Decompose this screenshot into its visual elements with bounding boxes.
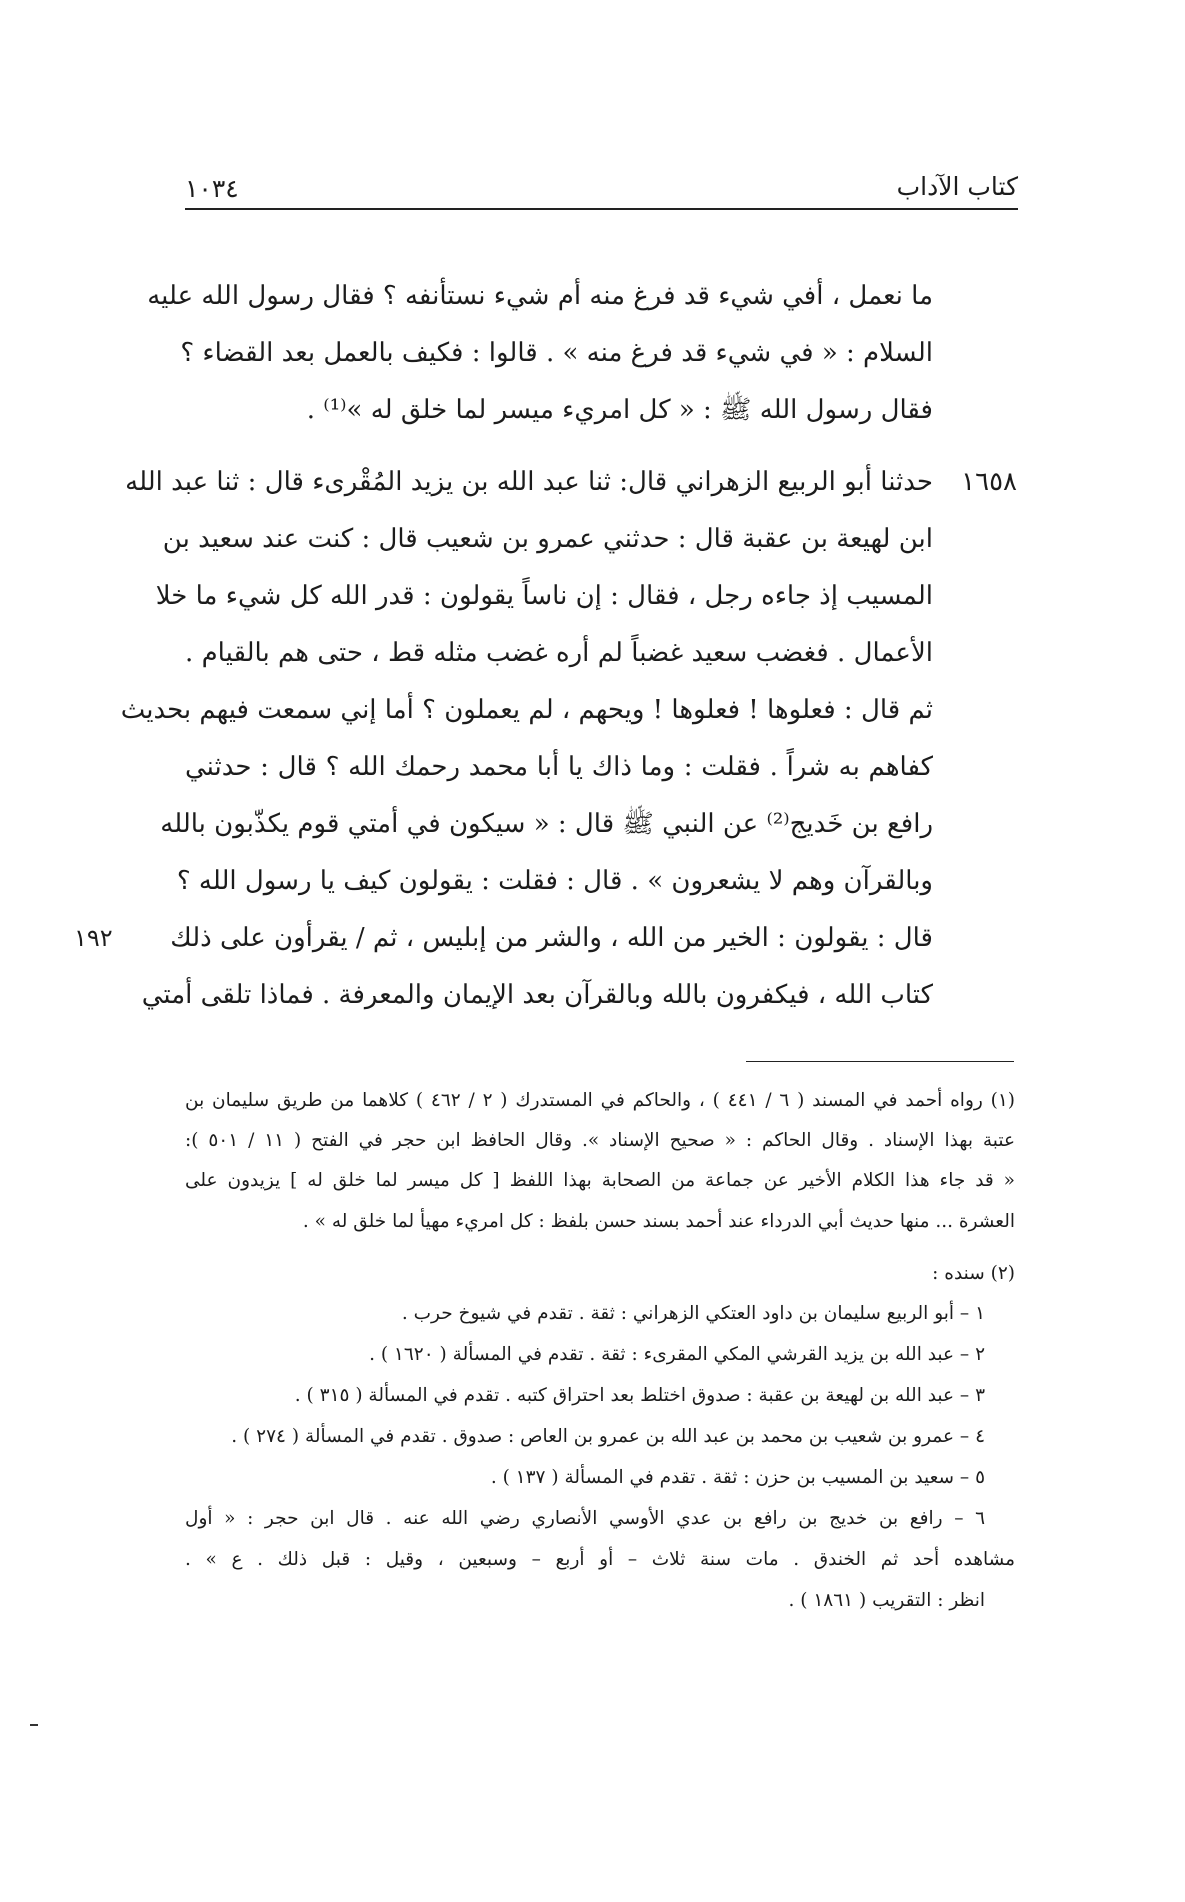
footnote-item: ١ – أبو الربيع سليمان بن داود العتكي الزهراني : ثقة . تقدم في شيوخ حرب . [401, 1303, 985, 1324]
hadith-line: كفاهم به شراً . فقلت : وما ذاك يا أبا محمد رحمك الله ؟ قال : حدثني [185, 752, 933, 782]
footnote-item: مشاهده أحد ثم الخندق . مات سنة ثلاث – أو أربع – وسبعين ، وقيل : قبل ذلك . ع » . [185, 1549, 1015, 1570]
footnote-item: ٢ – عبد الله بن يزيد القرشي المكي المقرىء : ثقة . تقدم في المسألة ( ١٦٢٠ ) . [369, 1344, 985, 1365]
footnote-separator [746, 1061, 1014, 1062]
hadith-line: كتاب الله ، فيكفرون بالله وبالقرآن بعد الإيمان والمعرفة . فماذا تلقى أمتي [141, 980, 933, 1010]
hadith-line: الأعمال . فغضب سعيد غضباً لم أره غضب مثله قط ، حتى هم بالقيام . [185, 638, 933, 668]
hadith-line: قال : يقولون : الخير من الله ، والشر من إبليس ، ثم / يقرأون على ذلك [170, 923, 933, 953]
hadith-line: حدثنا أبو الربيع الزهراني قال: ثنا عبد الله بن يزيد المُقْرىء قال : ثنا عبد الله [125, 467, 933, 497]
text-line: ما نعمل ، أفي شيء قد فرغ منه أم شيء نستأنفه ؟ فقال رسول الله عليه [147, 281, 933, 311]
page-number: ١٠٣٤ [185, 174, 239, 203]
footnote-line: العشرة ... منها حديث أبي الدرداء عند أحمد بسند حسن بلفظ : كل امريء مهيأ لما خلق له » . [302, 1211, 1015, 1232]
footnote-item: ٥ – سعيد بن المسيب بن حزن : ثقة . تقدم في المسألة ( ١٣٧ ) . [490, 1467, 985, 1488]
scan-mark [30, 1724, 38, 1726]
hadith-line: رافع بن خَديج⁽²⁾ عن النبي ﷺ قال : « سيكون في أمتي قوم يكذّبون بالله [160, 809, 933, 839]
footnote-line: « قد جاء هذا الكلام الأخير عن جماعة من الصحابة بهذا اللفظ [ كل ميسر لما خلق له ] يزيدون على [185, 1170, 1015, 1191]
header-rule [185, 208, 1018, 210]
footnote-heading: (٢) سنده : [932, 1263, 1015, 1284]
hadith-number: ١٦٥٨ [961, 467, 1017, 497]
footnote-item: ٣ – عبد الله بن لهيعة بن عقبة : صدوق اختلط بعد احتراق كتبه . تقدم في المسألة ( ٣١٥ ) . [294, 1385, 985, 1406]
hadith-line: ابن لهيعة بن عقبة قال : حدثني عمرو بن شعيب قال : كنت عند سعيد بن [162, 524, 933, 554]
margin-manuscript-number: ١٩٢ [74, 924, 113, 952]
chapter-title: كتاب الآداب [896, 172, 1018, 201]
footnote-line: عتبة بهذا الإسناد . وقال الحاكم : « صحيح الإسناد ». وقال الحافظ ابن حجر في الفتح ( ١١ / ٥٠١ ): [185, 1130, 1015, 1151]
running-header [185, 168, 1018, 208]
footnote-line: (١) رواه أحمد في المسند ( ٦ / ٤٤١ ) ، والحاكم في المستدرك ( ٢ / ٤٦٢ ) كلاهما من طريق سليمان بن [185, 1090, 1016, 1111]
text-line: فقال رسول الله ﷺ : « كل امريء ميسر لما خلق له »⁽¹⁾ . [306, 395, 933, 425]
footnote-item: انظر : التقريب ( ١٨٦١ ) . [788, 1590, 985, 1611]
text-line: السلام : « في شيء قد فرغ منه » . قالوا : فكيف بالعمل بعد القضاء ؟ [180, 338, 933, 368]
footnote-item: ٤ – عمرو بن شعيب بن محمد بن عبد الله بن عمرو بن العاص : صدوق . تقدم في المسألة ( ٢٧٤ ) . [231, 1426, 985, 1447]
hadith-line: ثم قال : فعلوها ! فعلوها ! ويحهم ، لم يعملون ؟ أما إني سمعت فيهم بحديث [120, 695, 933, 725]
hadith-line: وبالقرآن وهم لا يشعرون » . قال : فقلت : يقولون كيف يا رسول الله ؟ [176, 866, 933, 896]
footnote-item: ٦ – رافع بن خديج بن رافع بن عدي الأوسي الأنصاري رضي الله عنه . قال ابن حجر : « أول [185, 1508, 985, 1529]
hadith-line: المسيب إذ جاءه رجل ، فقال : إن ناساً يقولون : قدر الله كل شيء ما خلا [155, 581, 933, 611]
